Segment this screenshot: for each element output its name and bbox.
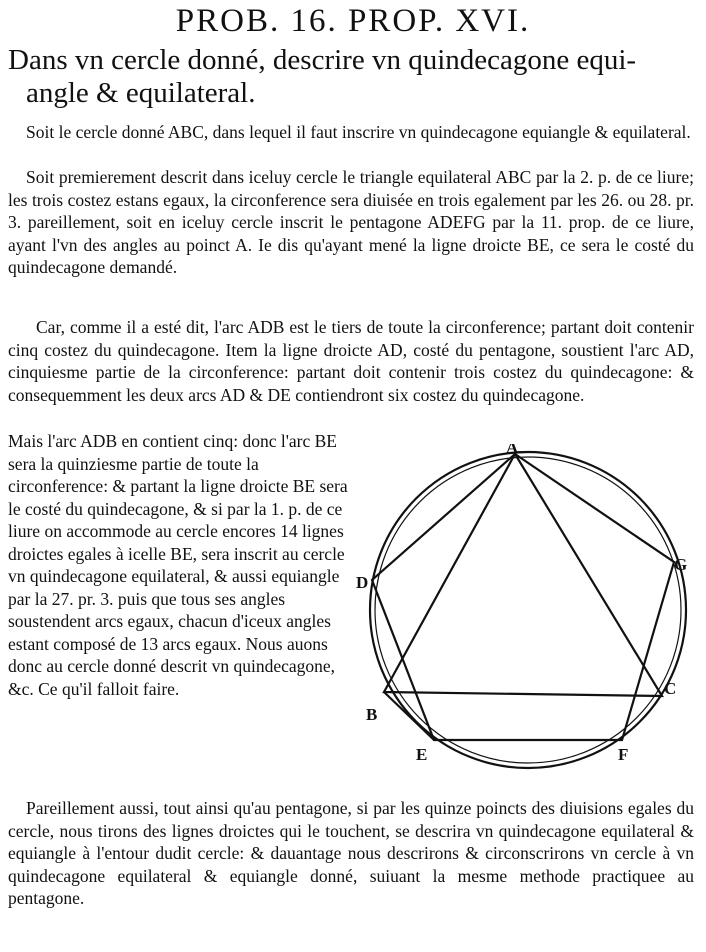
paragraph-proof: Car, comme il a esté dit, l'arc ADB est le tiers de toute la circonference; partant doit contenir cinq costez du quindecagone. Item la ligne droicte AD, costé du pentagone, soustient l'arc AD, cinquiesme partie de la circonference: partant doit contenir trois costez du quindecagone: & consequemment les deux arcs AD & DE contiendront six costez du quindecagone.	[8, 317, 694, 405]
label-a: A	[506, 444, 519, 457]
paragraph-construction: Soit premierement descrit dans iceluy cercle le triangle equilateral ABC par la 2. p. de ce liure; les trois costez estans egaux, la circonference sera diuisée en trois egalement par les 26. ou 28. pr. 3. pareillement, soit en iceluy cercle inscrit le pentagone ADEFG par la 11. prop. de ce liure, ayant l'vn des angles au poinct A. Ie dis qu'ayant mené la ligne droicte BE, ce sera le costé du quindecagone demandé.	[8, 167, 694, 277]
label-e: E	[416, 745, 428, 764]
inner-circle-line	[375, 457, 681, 763]
label-f: F	[618, 745, 629, 764]
paragraph-circumscribed: Pareillement aussi, tout ainsi qu'au pentagone, si par les quinze poincts des diuisions egales du cercle, nous tirons des lignes droictes qui le touchent, se descrira vn quindecagone equilateral & equiangle à l'entour dudit cercle: & dauantage nous descrirons & circonscrirons vn cercle à vn quindecagone equilateral & equiangle donné, suiuant la mesme methode practiquee au pentagone.	[8, 798, 694, 908]
label-g: G	[674, 555, 688, 574]
line-be	[384, 692, 434, 740]
statement-line-1: Dans vn cercle donné, descrire vn quindecagone equi-	[8, 44, 637, 76]
proposition-statement	[8, 44, 698, 110]
paragraph-proof-continued: Mais l'arc ADB en contient cinq: donc l'arc BE sera la quinziesme partie de toute la circonference: & partant la ligne droicte BE sera le costé du quindecagone, & si par la 1. p. de ce liure on accommode au cercle encores 14 lignes droictes egales à icelle BE, sera inscrit au cercle vn quindecagone equilateral, & aussi equiangle par la 27. pr. 3. puis que tous ses angles soustendent arcs egaux, chacun d'iceux angles estant composé de 13 arcs egaux. Nous auons donc au cercle donné descrit vn quindecagone, &c. Ce qu'il falloit faire.	[8, 431, 348, 699]
circle-abc	[370, 452, 686, 768]
geometric-figure	[356, 444, 696, 774]
proposition-heading: PROB. 16. PROP. XVI.	[175, 3, 531, 39]
paragraph-given: Soit le cercle donné ABC, dans lequel il faut inscrire vn quindecagone equiangle & equilateral.	[26, 122, 691, 142]
label-b: B	[366, 705, 378, 724]
label-d: D	[356, 573, 369, 592]
statement-line-2: angle & equilateral.	[26, 77, 256, 109]
label-c: C	[664, 679, 677, 698]
quindecagon-diagram	[356, 444, 696, 774]
